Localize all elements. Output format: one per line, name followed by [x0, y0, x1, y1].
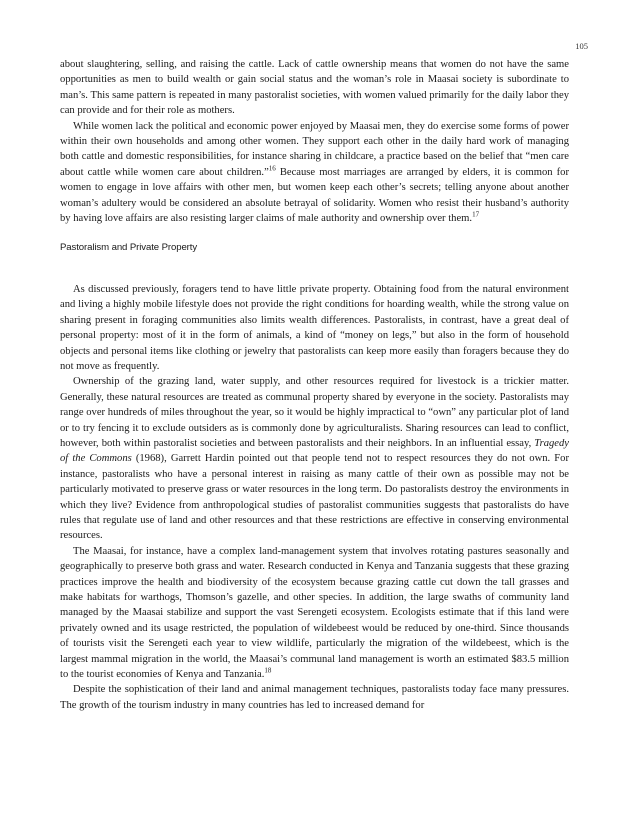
footnote-ref-18[interactable]: 18 — [264, 666, 272, 675]
paragraph-text: (1968), Garrett Hardin pointed out that people tend not to respect resources they do not own. For instance, pastoralists who have a personal interest in raising as many cattle of their own as possible may not be particularly motivated to preserve grass or water resources in the long term. Do pastoralists destroy the environments in which they live? Evidence from anthropological studies of pastoralist communities suggests that pastoralists do have rules that regulate use of land and other resources and that these restrictions are effective in conserving environmental resources. — [60, 453, 570, 542]
paragraph — [60, 119, 569, 227]
paragraph: about slaughtering, selling, and raising the cattle. Lack of cattle ownership means that women do not have the same opportunities as men to build wealth or gain social status and the woman’s role in Maasai society is subordinate to man’s. This same pattern is repeated in many pastoralist societies, with women valued primarily for the daily labor they can provide and for their role as mothers. — [60, 59, 569, 117]
paragraph: As discussed previously, foragers tend to have little private property. Obtaining food from the natural environment and living a highly mobile lifestyle does not provide the right conditions for hoarding wealth, while the strong value on sharing present in foraging communities also limits wealth differences. Pastoralists, in contrast, have a great deal of personal property: most of it in the form of animals, a kind of “money on legs,” but also in the form of household objects and personal items like clothing or jewelry that pastoralists can keep more easily than foragers because they do not move as frequently. — [60, 283, 569, 372]
paragraph-text: Ownership of the grazing land, water supply, and other resources required for livestock is a trickier matter. Generally, these natural resources are treated as communal property shared by everyone in the society. Pastoralists may range over hundreds of miles throughout the year, so it would be highly impractical to “own” any particular plot of land or to try fencing it to exclude outsiders as is commonly done by agriculturalists. Sharing resources can lead to conflict, however, both within pastoralist societies and between pastoralists and their neighbors. In an influential essay, — [60, 376, 569, 449]
section-heading: Pastoralism and Private Property — [60, 242, 198, 254]
footnote-ref-17[interactable]: 17 — [472, 210, 480, 219]
paragraph — [60, 374, 569, 543]
essay-title: Tragedy of the Commons — [60, 437, 569, 465]
page-number: 105 — [575, 41, 588, 51]
footnote-ref-16[interactable]: 16 — [268, 164, 276, 173]
body-text — [60, 57, 569, 713]
paragraph: Despite the sophistication of their land and animal management techniques, pastoralists today face many pressures. The growth of the tourism industry in many countries has led to increased demand for — [60, 684, 569, 711]
paragraph-text: The Maasai, for instance, have a complex land-management system that involves rotating pastures seasonally and geographically to preserve both grass and water. Research conducted in Kenya and Tanzania suggests that these grazing practices improve the health and biodiversity of the ecosystem because grazing cattle cut down the tall grasses and make habitats for warthogs, Thomson’s gazelle, and other species. In addition, the large swaths of community land managed by the Maasai stabilize and support the vast Serengeti ecosystem. Ecologists estimate that if this land were privately owned and its usage restricted, the population of wildebeest would be reduced by one-third. Since thousands of tourists visit the Serengeti each year to view wildlife, particularly the migration of the wildebeest, which is the largest mammal migration in the world, the Maasai’s communal land management is worth an estimated $83.5 million to the tourist economies of Kenya and Tanzania. — [60, 545, 569, 681]
paragraph-text: While women lack the political and economic power enjoyed by Maasai men, they do exercise some forms of power within their own households and among other women. They support each other in the daily hard work of managing both cattle and domestic responsibilities, for instance sharing in childcare, a practice based on the belief that “men care about cattle while women care about children.” — [60, 120, 569, 178]
paragraph — [60, 544, 569, 683]
paragraph-text: Because most marriages are arranged by elders, it is common for women to engage in love affairs with other men, but women keep each other’s secrets; telling anyone about another woman’s adultery would be considered an absolute betrayal of solidarity. Women who resist their husband’s authority by having love affairs are also resisting larger claims of male authority and ownership over them. — [60, 166, 569, 225]
